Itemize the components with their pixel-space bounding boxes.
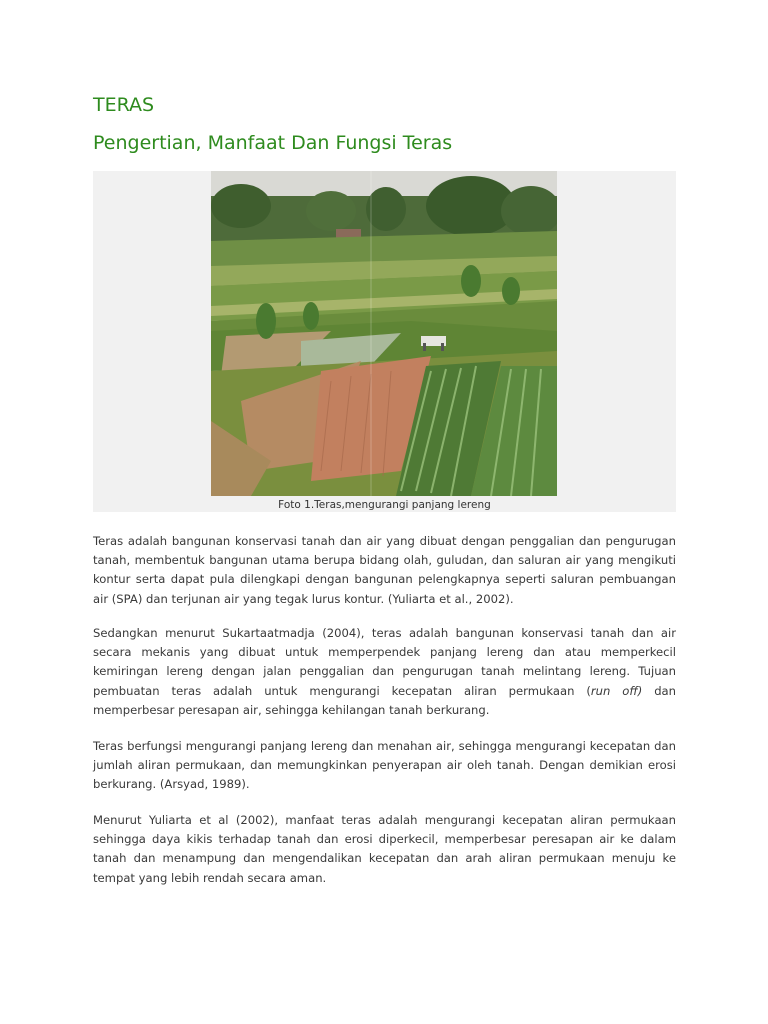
paragraph-2-italic: run off) bbox=[590, 683, 643, 698]
paragraph-2-text-b: dan memperbesar peresapan air, sehingga kehilangan tanah berkurang. bbox=[93, 683, 677, 717]
paragraph-2 bbox=[93, 624, 676, 720]
paragraph-4: Menurut Yuliarta et al (2002), manfaat teras adalah mengurangi kecepatan aliran permukaan sehingga daya kikis terhadap tanah dan erosi diperkecil, memperbesar peresapan air ke dalam tanah dan menampung dan mengendalikan kecepatan dan arah aliran permukaan menuju ke tempat yang lebih rendah secara aman. bbox=[93, 813, 676, 885]
document-title: TERAS bbox=[93, 94, 155, 116]
figure bbox=[93, 171, 676, 512]
figure-caption: Foto 1.Teras,mengurangi panjang lereng bbox=[278, 499, 491, 511]
paragraph-3: Teras berfungsi mengurangi panjang lereng dan menahan air, sehingga mengurangi kecepatan dan jumlah aliran permukaan, dan memungkinkan penyerapan air oleh tanah. Dengan demikian erosi berkurang. (Arsyad, 1989). bbox=[93, 739, 676, 792]
document-subtitle: Pengertian, Manfaat Dan Fungsi Teras bbox=[93, 132, 453, 154]
terraced-field-photo bbox=[211, 171, 557, 496]
paragraph-1: Teras adalah bangunan konservasi tanah dan air yang dibuat dengan penggalian dan pengurugan tanah, membentuk bangunan utama berupa bidang olah, guludan, dan saluran air yang mengikuti kontur serta dapat pula dilengkapi dengan bangunan pelengkapnya seperti saluran pembuangan air (SPA) dan terjunan air yang tegak lurus kontur. (Yuliarta et al., 2002). bbox=[93, 534, 676, 606]
paragraph-2-text-a: Sedangkan menurut Sukartaatmadja (2004), teras adalah bangunan konservasi tanah dan air secara mekanis yang dibuat untuk memperpendek panjang lereng dan atau memperkecil kemiringan lereng dengan jalan penggalian dan pengurugan tanah melintang lereng. Tujuan pembuatan teras adalah untuk mengurangi kecepatan aliran permukaan ( bbox=[93, 626, 676, 698]
